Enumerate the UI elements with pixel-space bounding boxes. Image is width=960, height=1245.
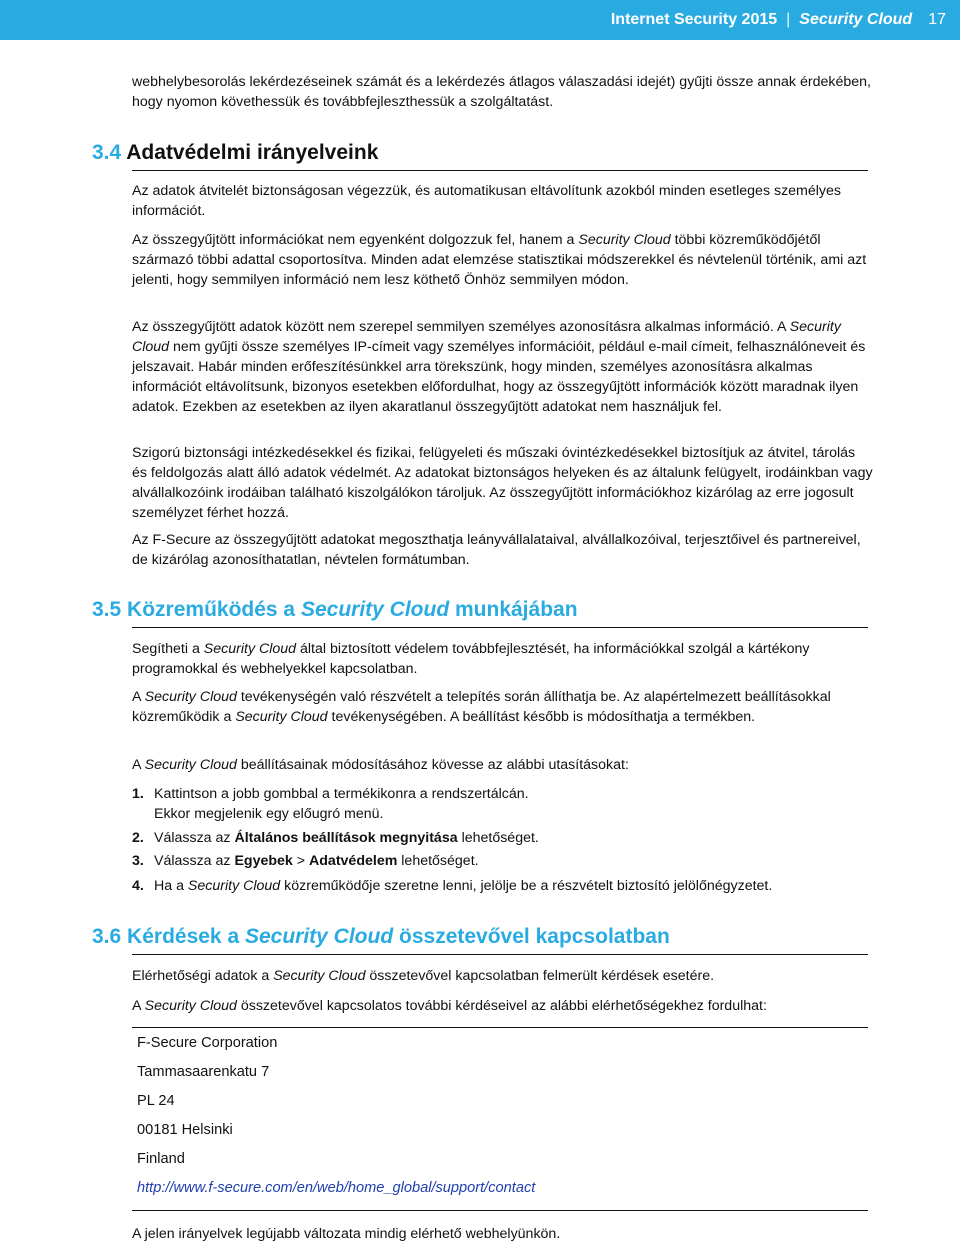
step-2-text-a: Válassza az [154, 830, 231, 846]
section-3-5-heading [92, 597, 578, 623]
s35-p3-product: Security Cloud [144, 757, 237, 773]
section-3-4-p1: Az adatok átvitelét biztonságosan végezzük, és automatikusan eltávolítunk azokból minden esetleges személyes információt. [132, 183, 841, 219]
intro-paragraph: webhelybesorolás lekérdezéseinek számát és a lekérdezés átlagos válaszadási idejét) gyűjti össze annak érdekében, hogy nyomon követhessük és továbbfejleszthessük a szolgáltatást. [132, 74, 871, 110]
contact-city: 00181 Helsinki [137, 1122, 233, 1138]
section-3-4-p3 [132, 317, 874, 417]
section-3-4-p5: Az F-Secure az összegyűjtött adatokat megoszthatja leányvállalataival, alvállalkozóival, terjesztőivel és partnereivel, de kizárólag azonosíthatatlan, névtelen formátumban. [132, 532, 861, 568]
s36-p2-product: Security Cloud [144, 998, 237, 1014]
step-4-product: Security Cloud [187, 878, 281, 894]
p2-text-c: többi közreműködőjétől származó többi adattal csoportosítva. Minden adat elemzése statisztikai módszerekkel és névtelenül történik, ami azt jelenti, hogy semmilyen információ nem lesz köthető Önhöz semmilyen módon. [132, 232, 867, 288]
contact-top-rule [132, 1027, 868, 1028]
s35-p2-text-c: tevékenységén való részvételt a telepítés során állíthatja be. Az alapértelmezett beállításokkal közreműködik a [132, 689, 831, 725]
page-number: 17 [928, 11, 946, 28]
section-3-4-heading [92, 140, 378, 166]
contact-company: F-Secure Corporation [137, 1035, 278, 1051]
step-2 [132, 828, 874, 848]
section-3-6-heading [92, 924, 670, 950]
step-4-text-a: Ha a [154, 878, 184, 894]
contact-support-link[interactable]: http://www.f-secure.com/en/web/home_global/support/contact [137, 1180, 536, 1196]
section-3-6-title-a: Kérdések a [127, 925, 240, 948]
s35-p1-text-a: Segítheti a [132, 641, 200, 657]
p3-text-c: nem gyűjti össze személyes IP-címeit vagy személyes információit, például e-mail címeit, felhasználóneveit és jelszavait. Habár minden erőfeszítésünkkel arra törekszünk, hogy minden, személyes azonosításra alkalmas információt eltávolítsunk, bizonyos esetekben előfordulhat, hogy az összegyűjtött információk között maradnak ilyen adatok. Ezekben az esetekben az ilyen akaratlanul összegyűjtött adatokat nem használjuk fel. [132, 339, 866, 415]
s35-p2-text-a: A [132, 689, 141, 705]
step-2-menu-option: Általános beállítások megnyitása [234, 830, 458, 846]
section-3-5-p3 [132, 755, 874, 775]
s36-p2-text-a: A [132, 998, 141, 1014]
step-3-arrow: > [296, 853, 306, 869]
step-4-body [154, 876, 772, 896]
step-2-body [154, 828, 539, 848]
s35-p1-product: Security Cloud [203, 641, 297, 657]
s36-p2-text-c: összetevővel kapcsolatos további kérdéseivel az alábbi elérhetőségekhez fordulhat: [240, 998, 767, 1014]
step-4-number: 4. [132, 878, 144, 894]
section-3-6-p2 [132, 996, 874, 1016]
step-3-menu-privacy: Adatvédelem [309, 853, 398, 869]
header-module: Security Cloud [799, 11, 913, 28]
section-3-6-number: 3.6 [92, 925, 122, 948]
s36-p1-text-c: összetevővel kapcsolatban felmerült kérdések esetére. [369, 968, 715, 984]
header-product: Internet Security 2015 [610, 11, 778, 28]
p3-product-name: Security Cloud [132, 319, 841, 355]
s35-p2-text-e: tevékenységében. A beállítást később is módosíthatja a termékben. [331, 709, 756, 725]
step-3-number: 3. [132, 853, 144, 869]
step-1-subtext: Ekkor megjelenik egy előugró menü. [154, 806, 384, 822]
section-3-5-title-product: Security Cloud [300, 598, 450, 621]
section-3-6-rule [132, 954, 868, 955]
p3-text-a: Az összegyűjtött adatok között nem szerepel semmilyen személyes azonosításra alkalmas információ. A [132, 319, 786, 335]
footer-note: A jelen irányelvek legújabb változata mindig elérhető webhelyünkön. [132, 1226, 561, 1242]
section-3-4-number: 3.4 [92, 141, 122, 164]
step-2-text-c: lehetőséget. [461, 830, 539, 846]
step-1 [132, 784, 874, 824]
header-separator: | [786, 11, 791, 28]
section-3-5-p2 [132, 687, 874, 727]
step-4-text-c: közreműködője szeretne lenni, jelölje be a részvételt biztosító jelölőnégyzetet. [284, 878, 773, 894]
p2-text-a: Az összegyűjtött információkat nem egyenként dolgozzuk fel, hanem a [132, 232, 575, 248]
section-3-4-title: Adatvédelmi irányelveink [126, 141, 379, 164]
section-3-5-p1 [132, 639, 874, 679]
s35-p1-text-c: által biztosított védelem továbbfejlesztését, ha információkkal szolgál a kártékony programokkal és webhelyekkel kapcsolatban. [132, 641, 810, 677]
page-header [0, 0, 960, 40]
step-4 [132, 876, 874, 896]
p2-product-name: Security Cloud [578, 232, 671, 248]
s35-p3-text-a: A [132, 757, 141, 773]
section-3-6-title-product: Security Cloud [244, 925, 394, 948]
step-3 [132, 851, 874, 871]
section-3-4-p4: Szigorú biztonsági intézkedésekkel és fizikai, felügyeleti és műszaki óvintézkedésekkel biztosítjuk az átvitel, tárolás és feldolgozás alatt álló adatok védelmét. Az adatokat biztonságos helyeken és az általunk felügyelt, irodáinkban vagy alvállalkozóink irodáiban található kiszolgálókon tároljuk. Az összegyűjtött információkhoz kizárólag az erre jogosult személyzet férhet hozzá. [132, 445, 873, 521]
step-3-text-a: Válassza az [154, 853, 231, 869]
section-3-6-p1 [132, 966, 874, 986]
s35-p2-product: Security Cloud [144, 689, 237, 705]
s36-p1-text-a: Elérhetőségi adatok a [132, 968, 270, 984]
contact-country: Finland [137, 1151, 185, 1167]
step-3-text-e: lehetőséget. [401, 853, 479, 869]
section-3-5-number: 3.5 [92, 598, 122, 621]
step-3-body [154, 851, 479, 871]
contact-street: Tammasaarenkatu 7 [137, 1064, 270, 1080]
section-3-4-p2 [132, 230, 874, 290]
contact-bottom-rule [132, 1210, 868, 1211]
section-3-6-title-c: összetevővel kapcsolatban [399, 925, 670, 948]
section-3-5-title-a: Közreműködés a [127, 598, 296, 621]
contact-po-box: PL 24 [137, 1093, 175, 1109]
section-3-5-title-c: munkájában [455, 598, 578, 621]
s35-p2-product-2: Security Cloud [235, 709, 328, 725]
s35-p3-text-c: beállításainak módosításához kövesse az alábbi utasításokat: [240, 757, 629, 773]
step-1-text: Kattintson a jobb gombbal a termékikonra a rendszertálcán. [154, 786, 529, 802]
step-3-menu-others: Egyebek [234, 853, 293, 869]
section-3-5-rule [132, 627, 868, 628]
step-1-number: 1. [132, 786, 144, 802]
step-2-number: 2. [132, 830, 144, 846]
contact-url-wrapper [137, 1178, 535, 1198]
step-1-body [154, 784, 529, 824]
section-3-4-rule [132, 170, 868, 171]
s36-p1-product: Security Cloud [273, 968, 366, 984]
